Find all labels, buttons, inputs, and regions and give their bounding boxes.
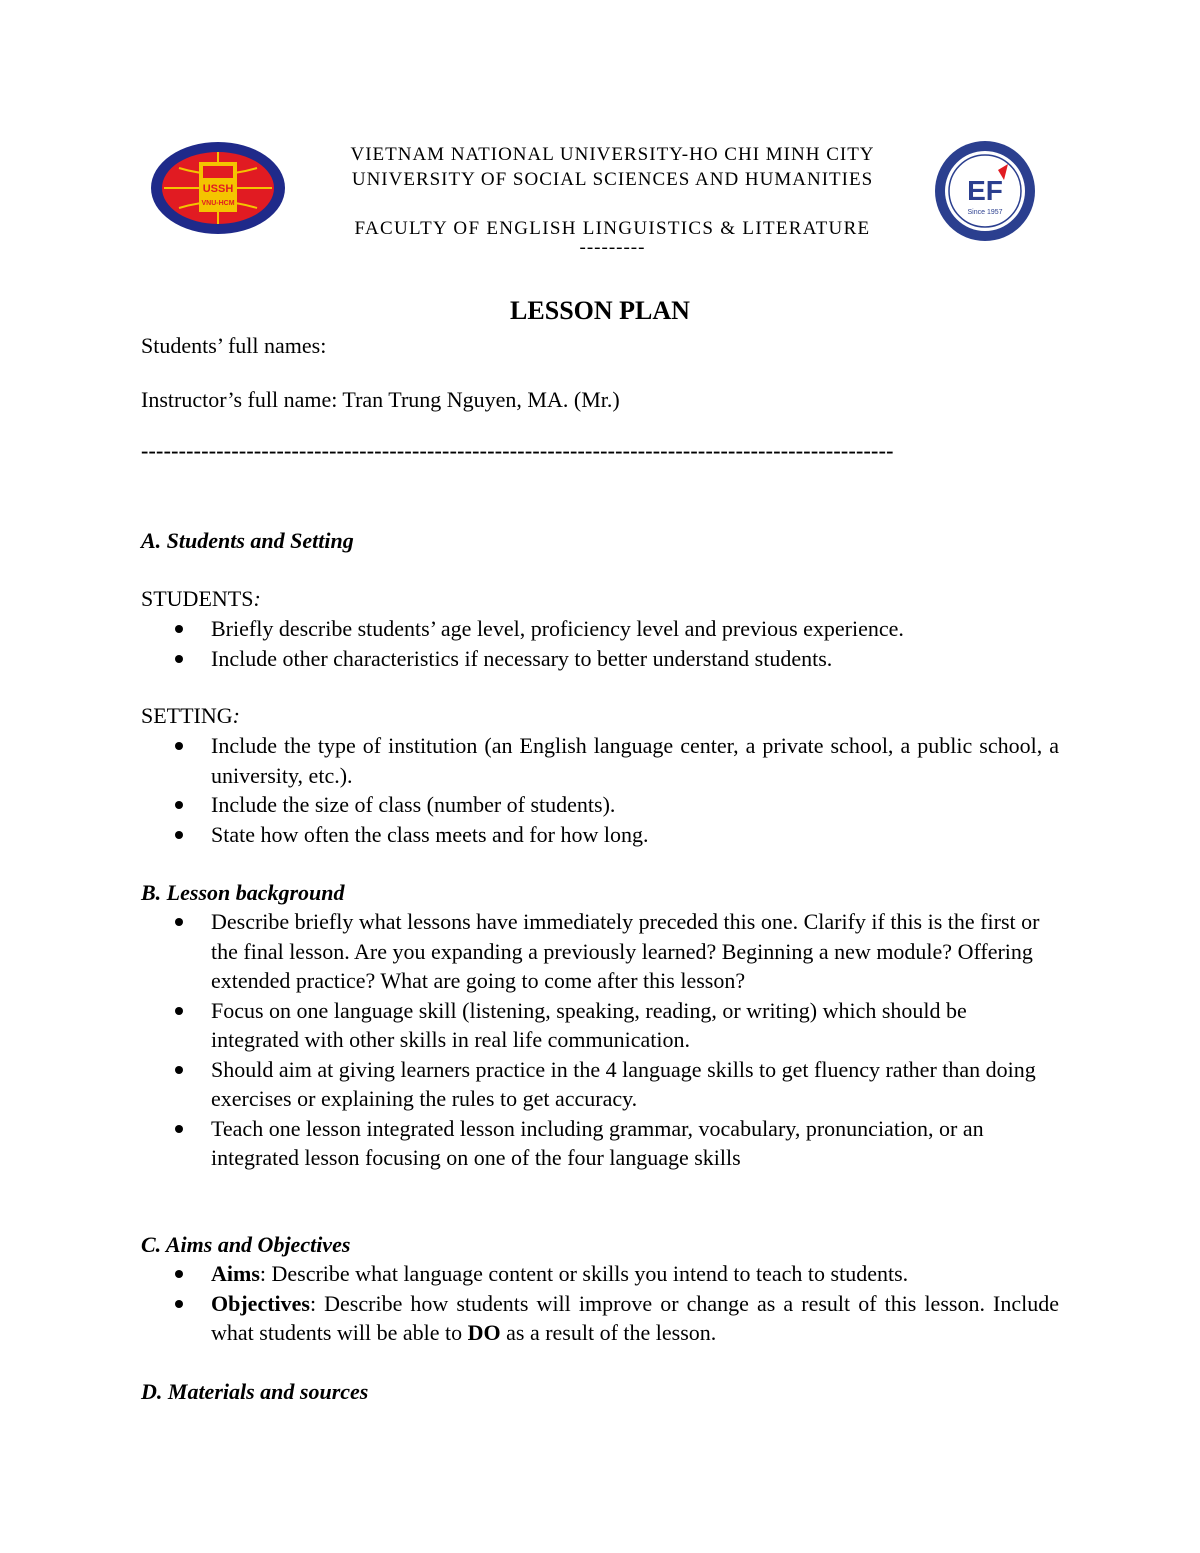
setting-subheading (141, 703, 240, 729)
faculty-logo (934, 140, 1036, 242)
objectives-text: : Describe how students will improve or change as a result of this lesson. Include what students will be able to (211, 1290, 1059, 1345)
aims-text: : Describe what language content or skills you intend to teach to students. (259, 1261, 909, 1286)
students-full-names-label: Students’ full names: (141, 333, 327, 358)
setting-subheading-colon: : (232, 703, 240, 728)
ussh-logo (149, 140, 287, 236)
objectives-do-emphasis: DO (467, 1320, 501, 1345)
students-list (141, 614, 1059, 673)
separator-line: ---------------------------------------------------------------------------------------------------- (141, 438, 894, 463)
page-title: LESSON PLAN (510, 296, 690, 325)
section-b-heading: B. Lesson background (141, 880, 345, 905)
aims-item (141, 1259, 1059, 1289)
faculty-logo-since: Since 1957 (967, 209, 1003, 216)
lesson-background-list (141, 907, 1059, 1173)
objectives-item (141, 1289, 1059, 1348)
students-subheading (141, 586, 261, 612)
vnu-logo-label: VNU-HCM (201, 200, 235, 207)
list-item: Should aim at giving learners practice in the 4 language skills to get fluency rather than doing exercises or explaining the rules to get accuracy. (141, 1055, 1059, 1114)
section-d-heading: D. Materials and sources (141, 1379, 369, 1404)
aims-objectives-list (141, 1259, 1059, 1348)
university-name-line2: UNIVERSITY OF SOCIAL SCIENCES AND HUMANITIES (351, 169, 874, 190)
setting-subheading-label: SETTING (141, 703, 233, 728)
list-item: Focus on one language skill (listening, speaking, reading, or writing) which should be integrated with other skills in real life communication. (141, 996, 1059, 1055)
institution-header (320, 142, 905, 258)
university-name-line1: VIETNAM NATIONAL UNIVERSITY-HO CHI MINH CITY (350, 144, 875, 165)
header-divider: --------- (579, 237, 646, 258)
students-subheading-label: STUDENTS (141, 586, 254, 611)
list-item: Include other characteristics if necessary to better understand students. (141, 644, 1059, 674)
objectives-label: Objectives (211, 1290, 310, 1316)
ussh-logo-label: USSH (202, 183, 234, 195)
students-subheading-colon: : (253, 586, 261, 611)
list-item: State how often the class meets and for how long. (141, 820, 1059, 850)
faculty-name: FACULTY OF ENGLISH LINGUISTICS & LITERATURE (354, 218, 871, 239)
list-item: Describe briefly what lessons have immediately preceded this one. Clarify if this is the first or the final lesson. Are you expanding a previously learned? Beginning a new module? Offering extended practice? What are going to come after this lesson? (141, 907, 1059, 996)
list-item: Briefly describe students’ age level, proficiency level and previous experience. (141, 614, 1059, 644)
list-item: Teach one lesson integrated lesson including grammar, vocabulary, pronunciation, or an integrated lesson focusing on one of the four language skills (141, 1114, 1059, 1173)
list-item: Include the type of institution (an English language center, a private school, a public school, a university, etc.). (141, 731, 1059, 790)
section-a-heading: A. Students and Setting (141, 528, 354, 553)
aims-label: Aims (211, 1261, 260, 1286)
setting-list (141, 731, 1059, 849)
objectives-text-end: as a result of the lesson. (500, 1320, 717, 1345)
instructor-full-name: Instructor’s full name: Tran Trung Nguyen, MA. (Mr.) (141, 387, 620, 412)
section-c-heading: C. Aims and Objectives (141, 1232, 351, 1257)
list-item: Include the size of class (number of students). (141, 790, 1059, 820)
faculty-logo-label: EF (967, 175, 1003, 206)
